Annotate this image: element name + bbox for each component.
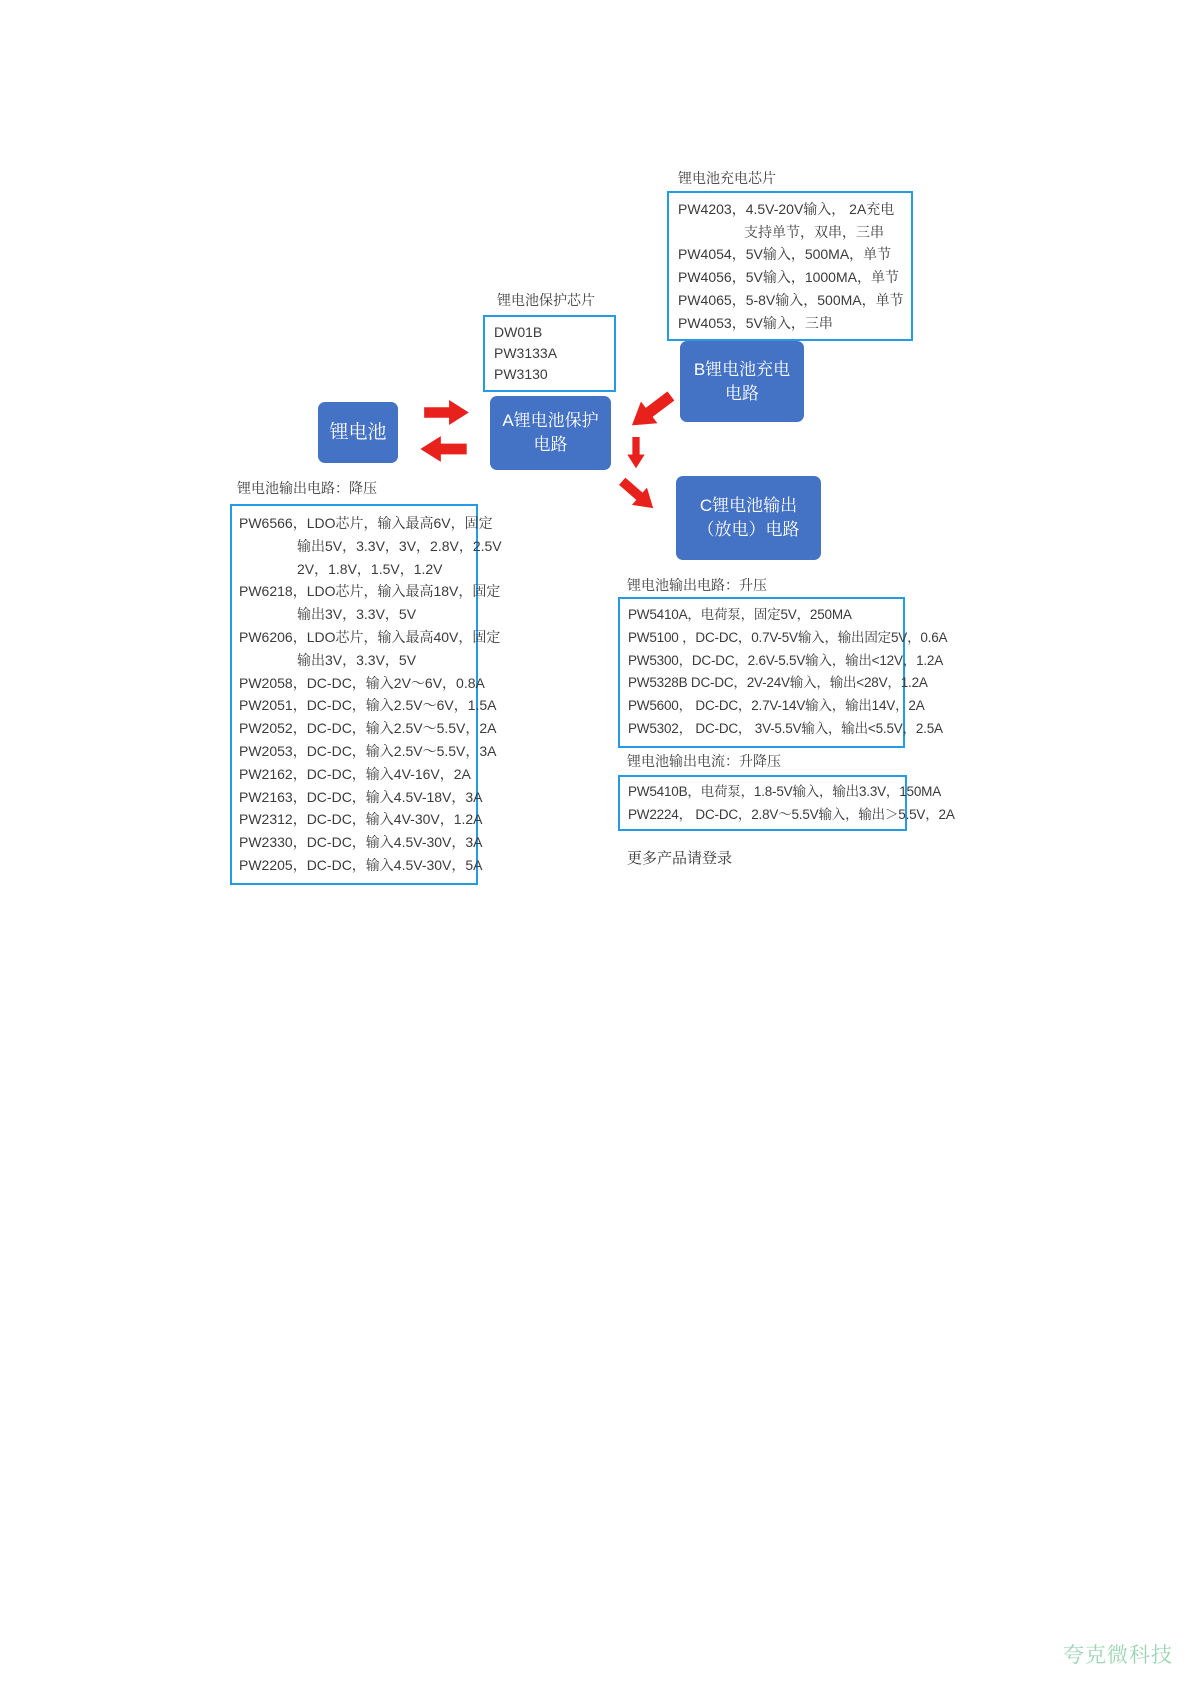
charging-circuit-line1: B锂电池充电 — [693, 359, 791, 379]
protection-chips-label: 锂电池保护芯片 — [497, 292, 595, 308]
list-line: PW5300，DC-DC，2.6V-5.5V输入，输出<12V，1.2A — [628, 652, 944, 668]
more-products-text: 更多产品请登录 — [627, 850, 733, 867]
list-line: 输出5V，3.3V，3V，2.8V，2.5V — [297, 537, 502, 554]
list-line: PW2312，DC-DC，输入4V-30V，1.2A — [239, 811, 483, 828]
list-line: PW2058，DC-DC，输入2V～6V，0.8A — [239, 674, 485, 691]
charging-chips-panel — [667, 191, 913, 341]
buck-output-label: 锂电池输出电路：降压 — [237, 480, 377, 496]
arrow-left-icon — [418, 435, 468, 463]
list-line: PW5600， DC-DC，2.7V-14V输入，输出14V，2A — [628, 698, 925, 714]
output-circuit-node — [676, 476, 821, 560]
charging-chips-label: 锂电池充电芯片 — [678, 170, 776, 186]
arrow-down-left-icon — [622, 384, 680, 438]
arrow-down-right-icon — [614, 471, 663, 518]
list-line: 2V，1.8V，1.5V，1.2V — [297, 560, 443, 577]
list-line: PW2224， DC-DC，2.8V～5.5V输入，输出＞5.5V，2A — [628, 807, 955, 822]
list-line: PW2162，DC-DC，输入4V-16V，2A — [239, 765, 471, 782]
list-line: PW2205，DC-DC，输入4.5V-30V，5A — [239, 856, 483, 873]
brand-watermark: 夸克微科技 — [1063, 1644, 1173, 1667]
list-line: PW4203，4.5V-20V输入， 2A充电 — [678, 201, 895, 217]
list-line: PW4065，5-8V输入，500MA，单节 — [678, 291, 904, 308]
boost-output-label: 锂电池输出电路：升压 — [627, 577, 767, 593]
list-line: PW3133A — [494, 345, 558, 361]
list-line: PW6218，LDO芯片，输入最高18V，固定 — [239, 583, 501, 600]
arrow-down-icon — [624, 437, 648, 469]
protection-circuit-line1: A锂电池保护 — [502, 411, 599, 430]
list-line: PW4056，5V输入，1000MA，单节 — [678, 269, 899, 286]
list-line: PW5328B DC-DC，2V-24V输入，输出<28V，1.2A — [628, 675, 928, 691]
list-line: PW5302， DC-DC， 3V-5.5V输入，输出<5.5V，2.5A — [628, 720, 943, 736]
charging-circuit-line2: 电路 — [725, 383, 759, 403]
list-line: 支持单节，双串，三串 — [744, 223, 884, 240]
buckboost-output-panel — [618, 775, 955, 831]
list-line: PW2053，DC-DC，输入2.5V～5.5V，3A — [239, 742, 497, 759]
battery-node — [318, 402, 398, 463]
list-line: PW4054，5V输入，500MA，单节 — [678, 246, 892, 263]
battery-node-label: 锂电池 — [329, 421, 387, 443]
list-line: PW4053，5V输入，三串 — [678, 314, 833, 331]
list-line: PW3130 — [494, 366, 548, 382]
charging-circuit-node — [680, 341, 804, 422]
protection-circuit-line2: 电路 — [533, 435, 568, 454]
list-line: 输出3V，3.3V，5V — [297, 606, 417, 623]
boost-output-panel — [618, 597, 948, 748]
list-line: PW5410A，电荷泵，固定5V，250MA — [628, 607, 852, 622]
arrow-right-icon — [424, 399, 470, 426]
list-line: PW2330，DC-DC，输入4.5V-30V，3A — [239, 834, 483, 851]
protection-circuit-node — [490, 396, 611, 470]
list-line: PW2051，DC-DC，输入2.5V～6V，1.5A — [239, 697, 497, 714]
buck-output-panel — [230, 504, 502, 885]
list-line: PW5410B，电荷泵，1.8-5V输入，输出3.3V，150MA — [628, 784, 942, 799]
output-circuit-line1: C锂电池输出 — [699, 496, 798, 515]
list-line: PW6566，LDO芯片，输入最高6V，固定 — [239, 515, 493, 531]
list-line: PW5100 ，DC-DC，0.7V-5V输入，输出固定5V，0.6A — [628, 629, 948, 645]
list-line: 输出3V，3.3V，5V — [297, 651, 417, 668]
protection-chips-panel — [483, 315, 616, 392]
list-line: PW6206，LDO芯片，输入最高40V，固定 — [239, 628, 501, 645]
output-circuit-line2: （放电）电路 — [697, 520, 800, 539]
list-line: DW01B — [494, 324, 543, 340]
list-line: PW2163，DC-DC，输入4.5V-18V，3A — [239, 788, 483, 805]
list-line: PW2052，DC-DC，输入2.5V～5.5V，2A — [239, 720, 497, 737]
buckboost-output-label: 锂电池输出电流：升降压 — [627, 753, 781, 769]
